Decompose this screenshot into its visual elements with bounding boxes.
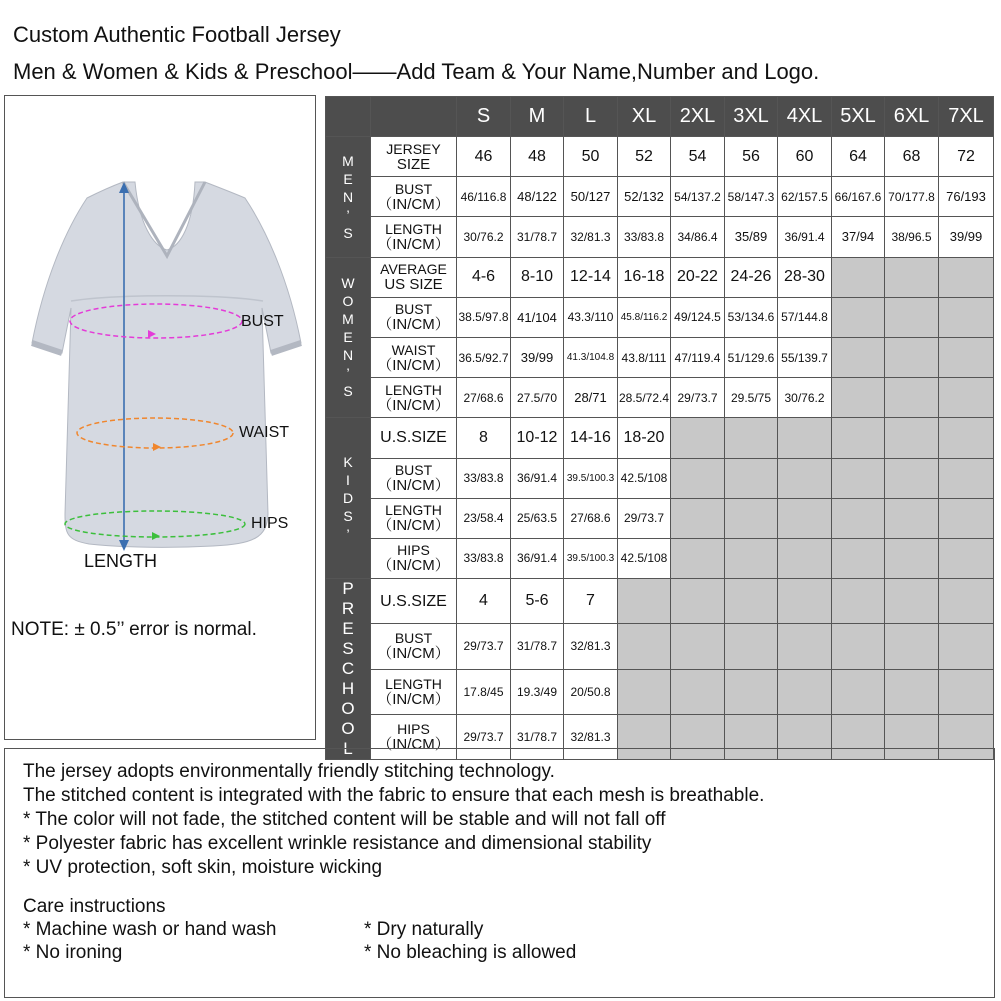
size-cell — [939, 337, 994, 377]
size-header: M — [511, 97, 564, 137]
row-label — [371, 257, 457, 297]
size-cell: 10-12 — [511, 418, 564, 458]
size-cell: 36/91.4 — [511, 458, 564, 498]
row-label-main: BUST — [394, 630, 433, 647]
size-cell — [832, 418, 885, 458]
size-header: L — [564, 97, 618, 137]
size-cell: 46 — [457, 137, 511, 177]
size-cell: 29/73.7 — [457, 714, 511, 759]
table-row — [326, 217, 994, 257]
size-cell: 54 — [671, 137, 725, 177]
size-cell: 4-6 — [457, 257, 511, 297]
size-cell — [778, 538, 832, 578]
table-row — [326, 624, 994, 669]
size-cell: 43.8/111 — [618, 337, 671, 377]
size-cell — [618, 669, 671, 714]
size-cell: 45.8/116.2 — [618, 297, 671, 337]
size-cell: 57/144.8 — [778, 297, 832, 337]
size-cell: 48/122 — [511, 177, 564, 217]
group-letter: M — [342, 311, 354, 328]
size-cell: 39.5/100.3 — [564, 538, 618, 578]
size-cell: 64 — [832, 137, 885, 177]
table-row — [326, 418, 994, 458]
row-label-unit: （IN/CM） — [377, 557, 450, 575]
row-label — [371, 378, 457, 418]
size-cell: 52/132 — [618, 177, 671, 217]
row-label — [371, 624, 457, 669]
size-cell — [832, 378, 885, 418]
size-cell: 30/76.2 — [778, 378, 832, 418]
group-letter: E — [343, 329, 353, 346]
size-cell — [618, 579, 671, 624]
table-row — [326, 498, 994, 538]
row-label-unit: （IN/CM） — [377, 235, 450, 253]
size-cell: 23/58.4 — [457, 498, 511, 538]
size-cell: 20-22 — [671, 257, 725, 297]
size-cell: 31/78.7 — [511, 217, 564, 257]
size-cell — [832, 669, 885, 714]
table-row — [326, 378, 994, 418]
size-cell — [725, 579, 778, 624]
size-cell — [885, 378, 939, 418]
size-cell — [778, 624, 832, 669]
size-cell — [671, 458, 725, 498]
group-letter: P — [342, 579, 354, 599]
size-cell: 4 — [457, 579, 511, 624]
size-cell: 39/99 — [939, 217, 994, 257]
size-cell: 20/50.8 — [564, 669, 618, 714]
size-header: 7XL — [939, 97, 994, 137]
size-cell — [939, 669, 994, 714]
size-cell — [939, 624, 994, 669]
row-label-unit: US SIZE — [384, 276, 443, 294]
row-label-unit: （IN/CM） — [377, 195, 450, 213]
row-label — [371, 538, 457, 578]
row-label-main: WAIST — [391, 341, 436, 358]
group-letter: ’ — [346, 206, 350, 223]
header-label-column — [371, 97, 457, 137]
size-cell: 39/99 — [511, 337, 564, 377]
size-cell: 36/91.4 — [511, 538, 564, 578]
group-letter: E — [343, 170, 353, 187]
size-cell: 38.5/97.8 — [457, 297, 511, 337]
group-preschool-label — [326, 579, 371, 760]
size-cell — [885, 498, 939, 538]
row-label-unit: （IN/CM） — [377, 477, 450, 495]
size-cell: 49/124.5 — [671, 297, 725, 337]
size-cell — [885, 579, 939, 624]
group-womens-label — [326, 257, 371, 418]
size-cell — [832, 498, 885, 538]
size-cell — [939, 538, 994, 578]
size-cell: 25/63.5 — [511, 498, 564, 538]
size-cell: 7 — [564, 579, 618, 624]
hips-label: HIPS — [251, 515, 289, 532]
size-cell: 28/71 — [564, 378, 618, 418]
size-cell: 32/81.3 — [564, 624, 618, 669]
size-cell — [885, 624, 939, 669]
row-label-unit: （IN/CM） — [377, 645, 450, 663]
size-cell — [832, 337, 885, 377]
page-subtitle: Men & Women & Kids & Preschool——Add Team & Your Name,Number and Logo. — [13, 59, 820, 84]
size-cell: 50/127 — [564, 177, 618, 217]
row-label-unit: （IN/CM） — [377, 356, 450, 374]
size-cell: 48 — [511, 137, 564, 177]
group-letter: I — [346, 472, 350, 489]
size-cell: 42.5/108 — [618, 458, 671, 498]
table-row — [326, 538, 994, 578]
size-cell: 29/73.7 — [457, 624, 511, 669]
row-label-main: BUST — [394, 301, 433, 318]
size-cell — [671, 538, 725, 578]
size-cell: 32/81.3 — [564, 714, 618, 759]
size-cell — [671, 418, 725, 458]
size-cell: 5-6 — [511, 579, 564, 624]
size-cell — [939, 418, 994, 458]
row-label-main: LENGTH — [385, 220, 442, 237]
size-cell: 51/129.6 — [725, 337, 778, 377]
size-cell: 29.5/75 — [725, 378, 778, 418]
row-label — [371, 669, 457, 714]
size-cell: 43.3/110 — [564, 297, 618, 337]
size-cell: 28.5/72.4 — [618, 378, 671, 418]
size-cell — [725, 669, 778, 714]
bust-label: BUST — [241, 313, 284, 330]
size-cell — [885, 458, 939, 498]
size-cell: 24-26 — [725, 257, 778, 297]
size-cell — [725, 624, 778, 669]
row-label-unit: （IN/CM） — [377, 396, 450, 414]
row-label — [371, 297, 457, 337]
size-cell: 27.5/70 — [511, 378, 564, 418]
size-cell: 54/137.2 — [671, 177, 725, 217]
size-header: 2XL — [671, 97, 725, 137]
size-cell — [939, 378, 994, 418]
size-cell: 62/157.5 — [778, 177, 832, 217]
size-cell — [778, 498, 832, 538]
jersey-diagram-panel — [4, 95, 316, 740]
table-row — [326, 297, 994, 337]
row-label — [371, 458, 457, 498]
size-cell: 18-20 — [618, 418, 671, 458]
row-label-main: U.S.SIZE — [380, 429, 447, 447]
row-label — [371, 498, 457, 538]
size-cell: 33/83.8 — [618, 217, 671, 257]
row-label-main: BUST — [394, 180, 433, 197]
size-header-row — [326, 97, 994, 137]
size-cell: 37/94 — [832, 217, 885, 257]
size-cell: 29/73.7 — [671, 378, 725, 418]
group-mens-label — [326, 137, 371, 258]
care-item: * No ironing — [23, 942, 123, 963]
row-label-unit: （IN/CM） — [377, 517, 450, 535]
size-cell — [725, 498, 778, 538]
row-label — [371, 137, 457, 177]
size-cell — [778, 418, 832, 458]
size-cell: 27/68.6 — [564, 498, 618, 538]
group-letter: M — [342, 152, 354, 169]
row-label-main: LENGTH — [385, 381, 442, 398]
size-header: 4XL — [778, 97, 832, 137]
table-row — [326, 337, 994, 377]
size-cell: 36.5/92.7 — [457, 337, 511, 377]
size-cell — [832, 624, 885, 669]
size-cell: 56 — [725, 137, 778, 177]
description-line: The jersey adopts environmentally friendly stitching technology. — [23, 761, 555, 782]
size-header: S — [457, 97, 511, 137]
group-letter: S — [343, 383, 353, 400]
row-label-main: JERSEY — [386, 140, 441, 157]
table-row — [326, 137, 994, 177]
row-label — [371, 579, 457, 624]
group-letter: L — [343, 739, 353, 759]
size-cell: 14-16 — [564, 418, 618, 458]
error-note: NOTE: ± 0.5’’ error is normal. — [11, 619, 257, 640]
size-cell — [832, 297, 885, 337]
group-letter: E — [342, 619, 354, 639]
size-cell: 68 — [885, 137, 939, 177]
size-cell: 76/193 — [939, 177, 994, 217]
size-cell — [725, 458, 778, 498]
size-cell: 16-18 — [618, 257, 671, 297]
group-letter: S — [342, 639, 354, 659]
row-label-main: LENGTH — [385, 675, 442, 692]
size-cell — [885, 297, 939, 337]
size-cell — [885, 669, 939, 714]
row-label-unit: （IN/CM） — [377, 316, 450, 334]
size-cell: 66/167.6 — [832, 177, 885, 217]
group-letter: W — [341, 275, 355, 292]
group-letter: ’ — [346, 526, 350, 543]
description-line: * Polyester fabric has excellent wrinkle resistance and dimensional stability — [23, 833, 652, 854]
care-title: Care instructions — [23, 896, 166, 917]
group-letter: R — [341, 599, 355, 619]
size-cell: 35/89 — [725, 217, 778, 257]
size-cell — [725, 418, 778, 458]
jersey-illustration — [5, 96, 317, 616]
size-cell: 36/91.4 — [778, 217, 832, 257]
row-label — [371, 418, 457, 458]
row-label-unit: （IN/CM） — [377, 690, 450, 708]
size-cell — [832, 458, 885, 498]
table-row — [326, 579, 994, 624]
care-item: * Dry naturally — [364, 919, 484, 940]
header-corner — [326, 97, 371, 137]
size-cell: 70/177.8 — [885, 177, 939, 217]
size-cell: 31/78.7 — [511, 714, 564, 759]
size-cell: 47/119.4 — [671, 337, 725, 377]
size-cell — [778, 579, 832, 624]
size-cell: 60 — [778, 137, 832, 177]
size-cell: 8-10 — [511, 257, 564, 297]
size-cell — [671, 624, 725, 669]
size-cell: 39.5/100.3 — [564, 458, 618, 498]
group-letter: N — [342, 188, 354, 205]
size-cell — [832, 579, 885, 624]
size-cell — [671, 579, 725, 624]
care-item: * Machine wash or hand wash — [23, 919, 277, 940]
group-letter: ’ — [346, 365, 350, 382]
size-cell: 33/83.8 — [457, 538, 511, 578]
group-letter: S — [343, 508, 353, 525]
size-cell: 41.3/104.8 — [564, 337, 618, 377]
group-letter: D — [342, 490, 354, 507]
size-cell — [939, 297, 994, 337]
size-cell — [939, 458, 994, 498]
group-letter: H — [341, 679, 355, 699]
size-cell — [939, 498, 994, 538]
size-cell — [618, 624, 671, 669]
size-header: 5XL — [832, 97, 885, 137]
length-label: LENGTH — [84, 551, 158, 571]
size-cell — [671, 669, 725, 714]
row-label-main: LENGTH — [385, 502, 442, 519]
size-cell: 12-14 — [564, 257, 618, 297]
table-row — [326, 257, 994, 297]
size-cell: 8 — [457, 418, 511, 458]
waist-label: WAIST — [239, 424, 290, 441]
row-label-main: HIPS — [397, 720, 430, 737]
size-cell — [885, 257, 939, 297]
size-cell — [778, 669, 832, 714]
group-letter: N — [342, 347, 354, 364]
size-cell: 38/96.5 — [885, 217, 939, 257]
size-cell: 31/78.7 — [511, 624, 564, 669]
size-cell — [885, 337, 939, 377]
row-label-main: HIPS — [397, 542, 430, 559]
size-cell — [778, 458, 832, 498]
group-letter: K — [343, 454, 353, 471]
group-letter: O — [341, 719, 355, 739]
description-line: * The color will not fade, the stitched content will be stable and will not fall off — [23, 809, 666, 830]
row-label — [371, 177, 457, 217]
size-cell — [885, 418, 939, 458]
description-box — [4, 748, 995, 998]
size-cell: 42.5/108 — [618, 538, 671, 578]
size-cell: 46/116.8 — [457, 177, 511, 217]
size-cell: 17.8/45 — [457, 669, 511, 714]
row-label-main: AVERAGE — [380, 261, 447, 278]
row-label-main: U.S.SIZE — [380, 592, 447, 610]
table-row — [326, 458, 994, 498]
size-cell: 28-30 — [778, 257, 832, 297]
size-cell — [832, 257, 885, 297]
size-cell: 53/134.6 — [725, 297, 778, 337]
size-cell — [671, 498, 725, 538]
size-header: 3XL — [725, 97, 778, 137]
table-row — [326, 669, 994, 714]
size-cell: 30/76.2 — [457, 217, 511, 257]
size-cell: 27/68.6 — [457, 378, 511, 418]
size-cell: 33/83.8 — [457, 458, 511, 498]
size-cell: 29/73.7 — [618, 498, 671, 538]
size-cell — [832, 538, 885, 578]
group-letter: S — [343, 224, 353, 241]
table-row — [326, 177, 994, 217]
size-cell: 50 — [564, 137, 618, 177]
row-label — [371, 337, 457, 377]
size-cell: 19.3/49 — [511, 669, 564, 714]
row-label-main: BUST — [394, 462, 433, 479]
size-cell: 55/139.7 — [778, 337, 832, 377]
size-cell — [939, 579, 994, 624]
size-cell: 41/104 — [511, 297, 564, 337]
page-title: Custom Authentic Football Jersey — [13, 22, 341, 47]
size-chart-table — [325, 96, 994, 760]
size-cell — [939, 257, 994, 297]
size-cell: 32/81.3 — [564, 217, 618, 257]
size-cell — [725, 538, 778, 578]
size-header: 6XL — [885, 97, 939, 137]
row-label-unit: （IN/CM） — [377, 735, 450, 753]
description-line: * UV protection, soft skin, moisture wicking — [23, 857, 383, 878]
row-label — [371, 217, 457, 257]
size-header: XL — [618, 97, 671, 137]
size-cell: 34/86.4 — [671, 217, 725, 257]
size-cell: 52 — [618, 137, 671, 177]
group-letter: C — [341, 659, 355, 679]
group-letter: O — [342, 293, 354, 310]
care-item: * No bleaching is allowed — [364, 942, 577, 963]
size-cell — [885, 538, 939, 578]
size-cell: 72 — [939, 137, 994, 177]
size-cell: 58/147.3 — [725, 177, 778, 217]
group-letter: O — [341, 699, 355, 719]
row-label-unit: SIZE — [396, 155, 431, 173]
description-line: The stitched content is integrated with the fabric to ensure that each mesh is breathable. — [23, 785, 765, 806]
group-kids-label — [326, 418, 371, 579]
